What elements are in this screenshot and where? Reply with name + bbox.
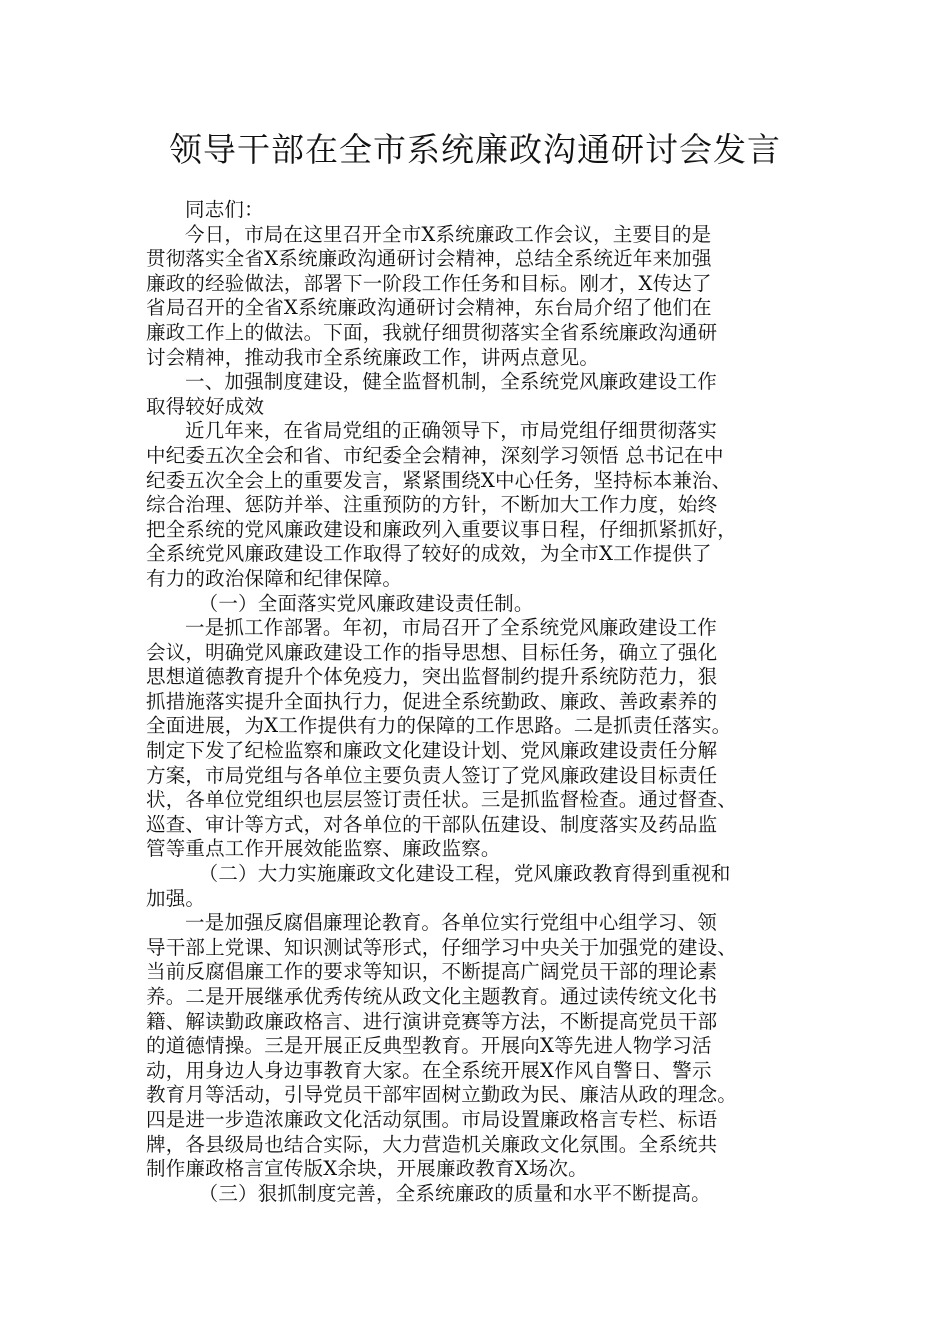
text-line: 取得较好成效 — [146, 394, 265, 418]
text-line: 全系统党风廉政建设工作取得了较好的成效，为全市X工作提供了 — [146, 542, 712, 566]
text-line: 管等重点工作开展效能监察、廉政监察。 — [146, 837, 501, 861]
text-line: 同志们： — [185, 198, 264, 221]
text-line: 牌，各县级局也结合实际，大力营造机关廉政文化氛围。全系统共 — [146, 1132, 718, 1156]
text-line: 省局召开的全省X系统廉政沟通研讨会精神，东台局介绍了他们在 — [146, 296, 712, 320]
text-line: 养。二是开展继承优秀传统从政文化主题教育。通过读传统文化书 — [146, 985, 718, 1008]
text-line: （二）大力实施廉政文化建设工程，党风廉政教育得到重视和 — [198, 862, 731, 886]
text-line: 把全系统的党风廉政建设和廉政列入重要议事日程，仔细抓紧抓好， — [146, 517, 738, 541]
text-line: 的道德情操。三是开展正反典型教育。开展向X等先进人物学习活 — [146, 1034, 712, 1058]
text-line: 状，各单位党组织也层层签订责任状。三是抓监督检查。通过督查、 — [146, 788, 738, 812]
text-line: 纪委五次全会上的重要发言，紧紧围绕X中心任务，坚持标本兼治、 — [146, 468, 732, 492]
text-line: 综合治理、惩防并举、注重预防的方针，不断加大工作力度，始终 — [146, 493, 718, 517]
text-line: 廉政工作上的做法。下面，我就仔细贯彻落实全省系统廉政沟通研 — [146, 320, 718, 344]
text-line: 籍、解读勤政廉政格言、进行演讲竞赛等方法，不断提高党员干部 — [146, 1009, 718, 1033]
text-line: 抓措施落实提升全面执行力，促进全系统勤政、廉政、善政素养的 — [146, 689, 718, 713]
text-line: （一）全面落实党风廉政建设责任制。 — [198, 591, 534, 615]
text-line: 加强。 — [146, 886, 206, 910]
text-line: 巡查、审计等方式，对各单位的干部队伍建设、制度落实及药品监 — [146, 812, 718, 836]
text-line: 方案，市局党组与各单位主要负责人签订了党风廉政建设目标责任 — [146, 763, 718, 787]
text-line: 一是加强反腐倡廉理论教育。各单位实行党组中心组学习、领 — [185, 911, 717, 935]
text-line: 有力的政治保障和纪律保障。 — [146, 566, 403, 590]
text-line: 教育月等活动，引导党员干部牢固树立勤政为民、廉洁从政的理念。 — [146, 1083, 738, 1107]
text-line: 制作廉政格言宣传版X余块，开展廉政教育X场次。 — [146, 1157, 588, 1181]
text-line: 全面进展，为X工作提供有力的保障的工作思路。二是抓责任落实。 — [146, 714, 732, 738]
text-line: 动，用身边人身边事教育大家。在全系统开展X作风自警日、警示 — [146, 1058, 712, 1082]
text-line: 近几年来，在省局党组的正确领导下，市局党组仔细贯彻落实 — [185, 419, 717, 443]
text-line: 思想道德教育提升个体免疫力，突出监督制约提升系统防范力，狠 — [146, 665, 718, 689]
document-title: 领导干部在全市系统廉政沟通研讨会发言 — [169, 130, 781, 169]
text-line: 导干部上党课、知识测试等形式，仔细学习中央关于加强党的建设、 — [146, 935, 738, 959]
text-line: 讨会精神，推动我市全系统廉政工作，讲两点意见。 — [146, 345, 600, 369]
text-line: 四是进一步造浓廉政文化活动氛围。市局设置廉政格言专栏、标语 — [146, 1107, 718, 1131]
text-line: 今日，市局在这里召开全市X系统廉政工作会议，主要目的是 — [185, 222, 712, 246]
text-line: 一是抓工作部署。年初，市局召开了全系统党风廉政建设工作 — [185, 616, 717, 640]
document-body — [146, 198, 826, 1206]
text-line: 廉政的经验做法，部署下一阶段工作任务和目标。刚才，X传达了 — [146, 271, 712, 295]
text-line: 一、加强制度建设，健全监督机制，全系统党风廉政建设工作 — [185, 370, 717, 394]
text-line: 当前反腐倡廉工作的要求等知识，不断提高广阔党员干部的理论素 — [146, 960, 718, 984]
text-line: 会议，明确党风廉政建设工作的指导思想、目标任务，确立了强化 — [146, 640, 718, 664]
text-line: 贯彻落实全省X系统廉政沟通研讨会精神，总结全系统近年来加强 — [146, 247, 712, 271]
text-line: 中纪委五次全会和省、市纪委全会精神，深刻学习领悟 总书记在中 — [146, 443, 724, 467]
text-line: 制定下发了纪检监察和廉政文化建设计划、党风廉政建设责任分解 — [146, 739, 718, 763]
text-line: （三）狠抓制度完善，全系统廉政的质量和水平不断提高。 — [198, 1181, 711, 1205]
